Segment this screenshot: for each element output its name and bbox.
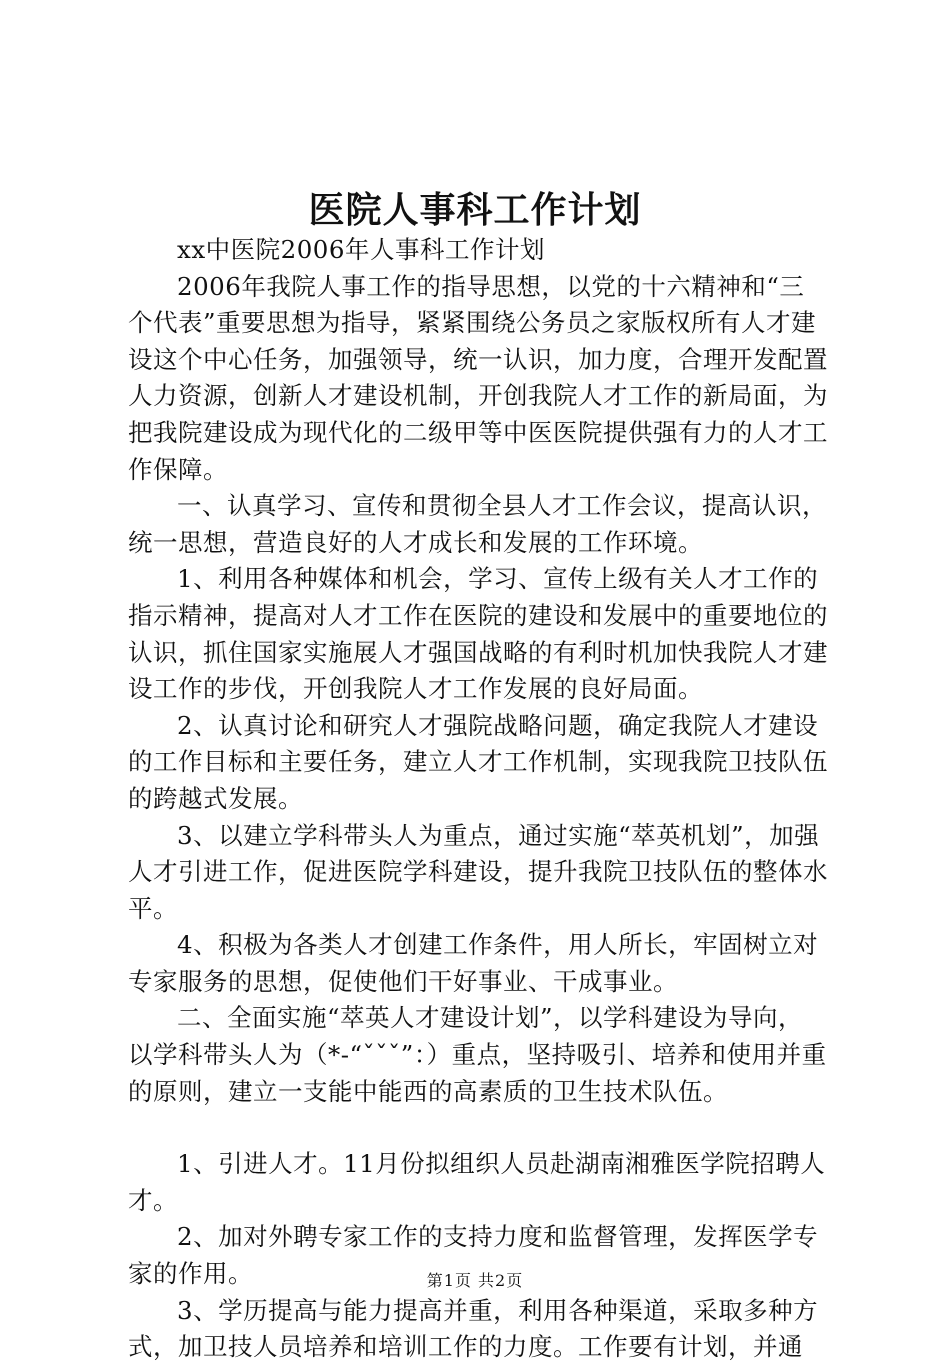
paragraph-section-two-item-3: 3、学历提高与能力提高并重，利用各种渠道，采取多种方式，加卫技人员培养和培训工作的力度。工作要有计划，并通 (128, 1295, 819, 1362)
paragraph-item-1: 1、利用各种媒体和机会，学习、宣传上级有关人才工作的指示精神，提高对人才工作在医院的建设和发展中的重要地位的认识，抓住国家实施展人才强国战略的有利时机加快我院人才建设工作的步伐，开创我院人才工作发展的良好局面。 (128, 564, 828, 704)
paragraph-guiding-thought: 2006年我院人事工作的指导思想，以党的十六精神和“三个代表”重要思想为指导，紧紧围绕公务员之家版权所有人才建设这个中心任务，加强领导，统一认识，加力度，合理开发配置人力资源，创新人才建设机制，开创我院人才工作的新局面，为把我院建设成为现代化的二级甲等中医医院提供强有力的人才工作保障。 (128, 271, 828, 484)
paragraph-item-4: 4、积极为各类人才创建工作条件，用人所长，牢固树立对专家服务的思想，促使他们干好事业、干成事业。 (128, 930, 819, 996)
paragraph-section-one: 一、认真学习、宣传和贯彻全县人才工作会议，提高认识，统一思想，营造良好的人才成长和发展的工作环境。 (128, 491, 827, 557)
page-number-footer: 第1页 共2页 (426, 1271, 524, 1290)
paragraph-section-two: 二、全面实施“萃英人才建设计划”，以学科建设为导向，以学科带头人为（*-“ˇˇˇ”：）重点，坚持吸引、培养和使用并重的原则，建立一支能中能西的高素质的卫生技术队伍。 (128, 1003, 827, 1106)
paragraph-item-2: 2、认真讨论和研究人才强院战略问题，确定我院人才建设的工作目标和主要任务，建立人才工作机制，实现我院卫技队伍的跨越式发展。 (128, 710, 828, 813)
paragraph-subtitle: xx中医院2006年人事科工作计划 (177, 235, 545, 264)
document-body (128, 232, 828, 1366)
paragraph-item-3: 3、以建立学科带头人为重点，通过实施“萃英机划”，加强人才引进工作，促进医院学科建设，提升我院卫技队伍的整体水平。 (128, 820, 828, 923)
paragraph-section-two-item-1: 1、引进人才。11月份拟组织人员赴湖南湘雅医学院招聘人才。 (128, 1149, 826, 1215)
document-title: 医院人事科工作计划 (308, 189, 642, 231)
paragraph-section-two-item-2: 2、加对外聘专家工作的支持力度和监督管理，发挥医学专家的作用。 (128, 1222, 819, 1289)
